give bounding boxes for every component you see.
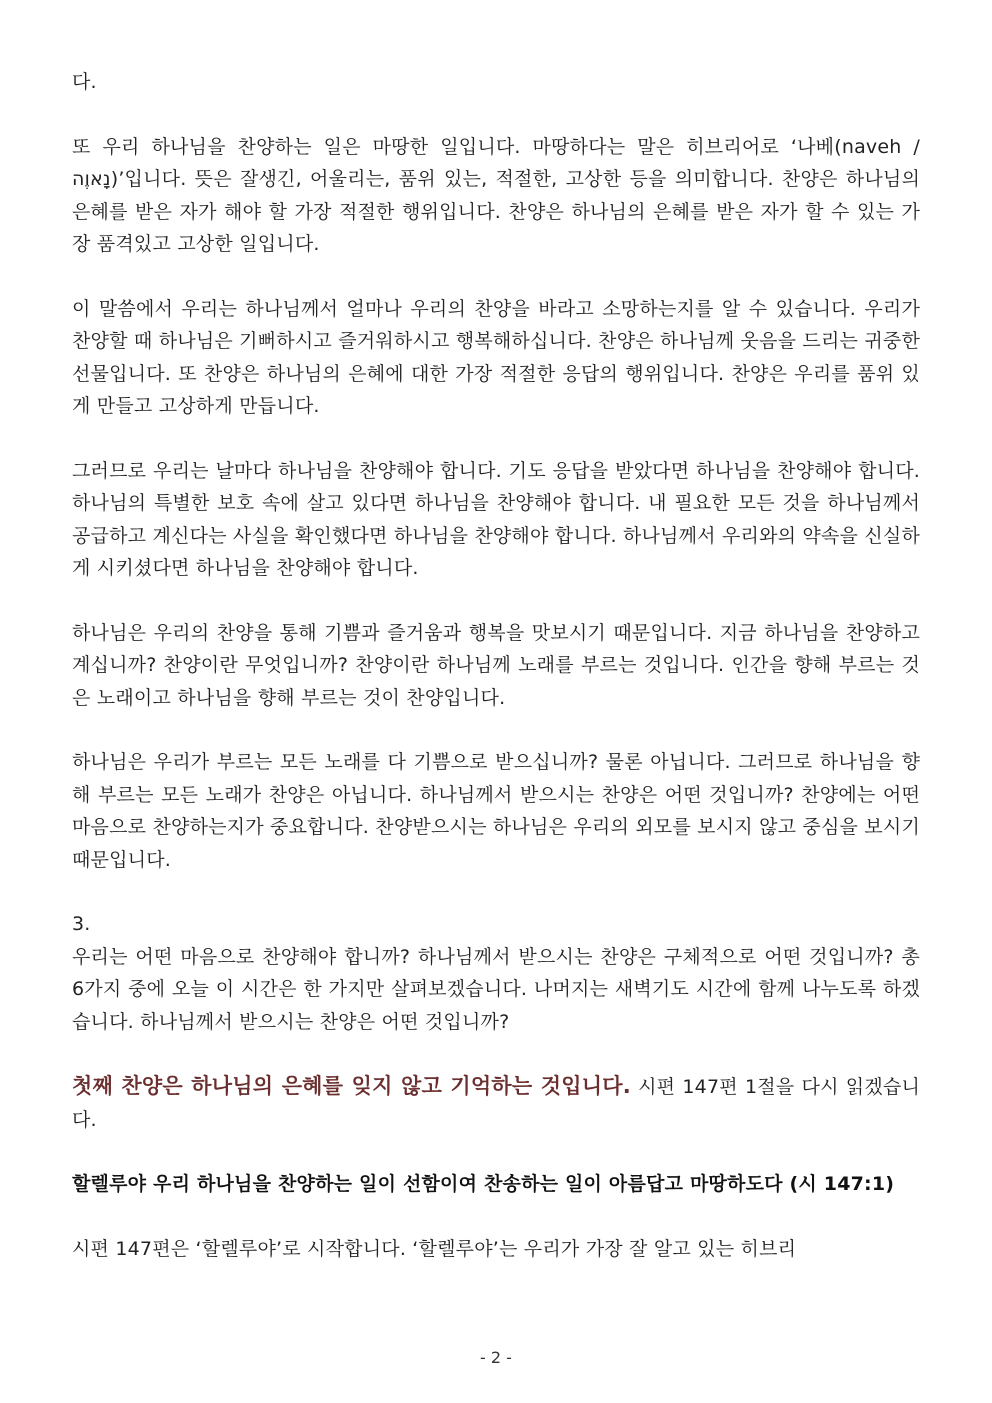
document-page bbox=[72, 66, 920, 1297]
scripture-verse: 할렐루야 우리 하나님을 찬양하는 일이 선함이여 찬송하는 일이 아름답고 마땅하도다 (시 147:1) bbox=[72, 1173, 895, 1195]
first-point-rest: 시편 147편 1절을 다시 읽겠습니다. bbox=[72, 1076, 921, 1131]
first-point-heading: 첫째 찬양은 하나님의 은혜를 잊지 않고 기억하는 것입니다. bbox=[72, 1074, 631, 1098]
paragraph-accepted-praise: 하나님은 우리가 부르는 모든 노래를 다 기쁨으로 받으십니까? 물론 아닙니다. 그러므로 하나님을 향해 부르는 모든 노래가 찬양은 아닙니다. 하나님께서 받으시는 찬양은 어떤 것입니까? 찬양에는 어떤 마음으로 찬양하는지가 중요합니다. 찬양받으시는 하나님은 우리의 외모를 보시지 않고 중심을 보시기 때문입니다. bbox=[72, 751, 920, 871]
paragraph-praise-daily: 그러므로 우리는 날마다 하나님을 찬양해야 합니다. 기도 응답을 받았다면 하나님을 찬양해야 합니다. 하나님의 특별한 보호 속에 살고 있다면 하나님을 찬양해야 합니다. 내 필요한 모든 것을 하나님께서 공급하고 계신다는 사실을 확인했다면 하나님을 찬양해야 합니다. 하나님께서 우리와의 약속을 신실하게 시키셨다면 하나님을 찬양해야 합니다. bbox=[72, 459, 920, 579]
paragraph-psalm-147: 시편 147편은 ‘할렐루야’로 시작합니다. ‘할렐루야’는 우리가 가장 잘 알고 있는 히브리 bbox=[72, 1237, 797, 1260]
paragraph-first-point bbox=[72, 1070, 920, 1136]
section-number: 3. bbox=[72, 913, 91, 935]
paragraph-god-desires-praise: 이 말씀에서 우리는 하나님께서 얼마나 우리의 찬양을 바라고 소망하는지를 알 수 있습니다. 우리가 찬양할 때 하나님은 기뻐하시고 즐거워하시고 행복해하십니다. 찬양은 하나님께 웃음을 드리는 귀중한 선물입니다. 또 찬양은 하나님의 은혜에 대한 가장 적절한 응답의 행위입니다. 찬양은 우리를 품위 있게 만들고 고상하게 만듭니다. bbox=[72, 297, 920, 417]
paragraph-continuation: 다. bbox=[72, 71, 97, 93]
paragraph-naveh-meaning: 또 우리 하나님을 찬양하는 일은 마땅한 일입니다. 마땅하다는 말은 히브리어로 ‘나베(naveh / נָאוֶה)’입니다. 뜻은 잘생긴, 어울리는, 품위 있는, 적절한, 고상한 등을 의미합니다. 찬양은 하나님의 은혜를 받은 자가 해야 할 가장 적절한 행위입니다. 찬양은 하나님의 은혜를 받은 자가 할 수 있는 가장 품격있고 고상한 일입니다. bbox=[72, 135, 920, 255]
page-number: - 2 - bbox=[480, 1348, 512, 1367]
paragraph-what-heart: 우리는 어떤 마음으로 찬양해야 합니까? 하나님께서 받으시는 찬양은 구체적으로 어떤 것입니까? 총 6가지 중에 오늘 이 시간은 한 가지만 살펴보겠습니다. 나머지는 새벽기도 시간에 함께 나누도록 하겠습니다. 하나님께서 받으시는 찬양은 어떤 것입니까? bbox=[72, 945, 920, 1033]
paragraph-what-is-praise: 하나님은 우리의 찬양을 통해 기쁨과 즐거움과 행복을 맛보시기 때문입니다. 지금 하나님을 찬양하고 계십니까? 찬양이란 무엇입니까? 찬양이란 하나님께 노래를 부르는 것입니다. 인간을 향해 부르는 것은 노래이고 하나님을 향해 부르는 것이 찬양입니다. bbox=[72, 621, 920, 709]
